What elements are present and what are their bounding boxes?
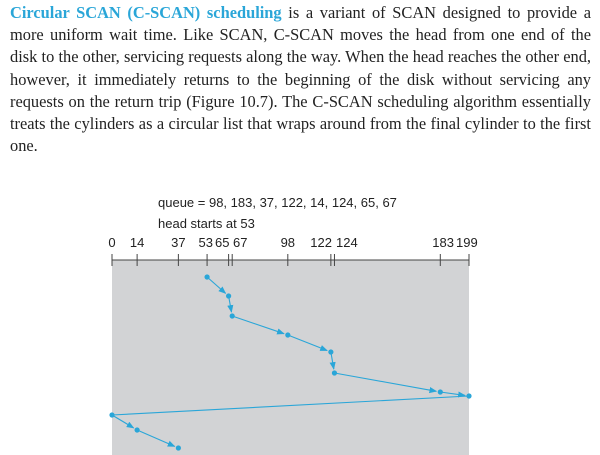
tick-label-65: 65 <box>215 235 230 250</box>
tick-label-37: 37 <box>171 235 186 250</box>
tick-label-122: 122 <box>310 235 332 250</box>
request-point-67 <box>230 313 235 318</box>
tick-label-14: 14 <box>129 235 145 250</box>
request-point-14 <box>135 427 140 432</box>
tick-label-53: 53 <box>198 235 213 250</box>
plot-background <box>112 260 469 455</box>
tick-label-183: 183 <box>432 235 454 250</box>
tick-label-124: 124 <box>336 235 358 250</box>
tick-label-98: 98 <box>280 235 296 250</box>
request-point-183 <box>438 389 443 394</box>
request-point-37 <box>176 445 181 450</box>
description-text: is a variant of SCAN designed to provide a more uniform wait time. Like SCAN, C-SCAN moves the head from one end of the disk to the other, servicing requests along the way. When the head reaches the other end, however, it immediately returns to the beginning of the disk without servicing any requests on the return trip (Figure 10.7). The C-SCAN scheduling algorithm essentially treats the cylinders as a circular list that wraps around from the final cylinder to the first one. <box>10 3 591 156</box>
request-point-0 <box>109 412 114 417</box>
request-point-199 <box>466 393 471 398</box>
request-point-98 <box>285 332 290 337</box>
tick-label-67: 67 <box>233 235 248 250</box>
request-point-65 <box>226 293 231 298</box>
queue-label: queue = 98, 183, 37, 122, 14, 124, 65, 67 <box>158 195 397 210</box>
request-point-122 <box>328 349 333 354</box>
tick-label-199: 199 <box>456 235 478 250</box>
request-point-53 <box>204 274 209 279</box>
head-start-label: head starts at 53 <box>158 216 255 231</box>
request-point-124 <box>332 370 337 375</box>
term-c-scan: Circular SCAN (C-SCAN) scheduling <box>10 3 282 22</box>
tick-label-0: 0 <box>108 235 116 250</box>
